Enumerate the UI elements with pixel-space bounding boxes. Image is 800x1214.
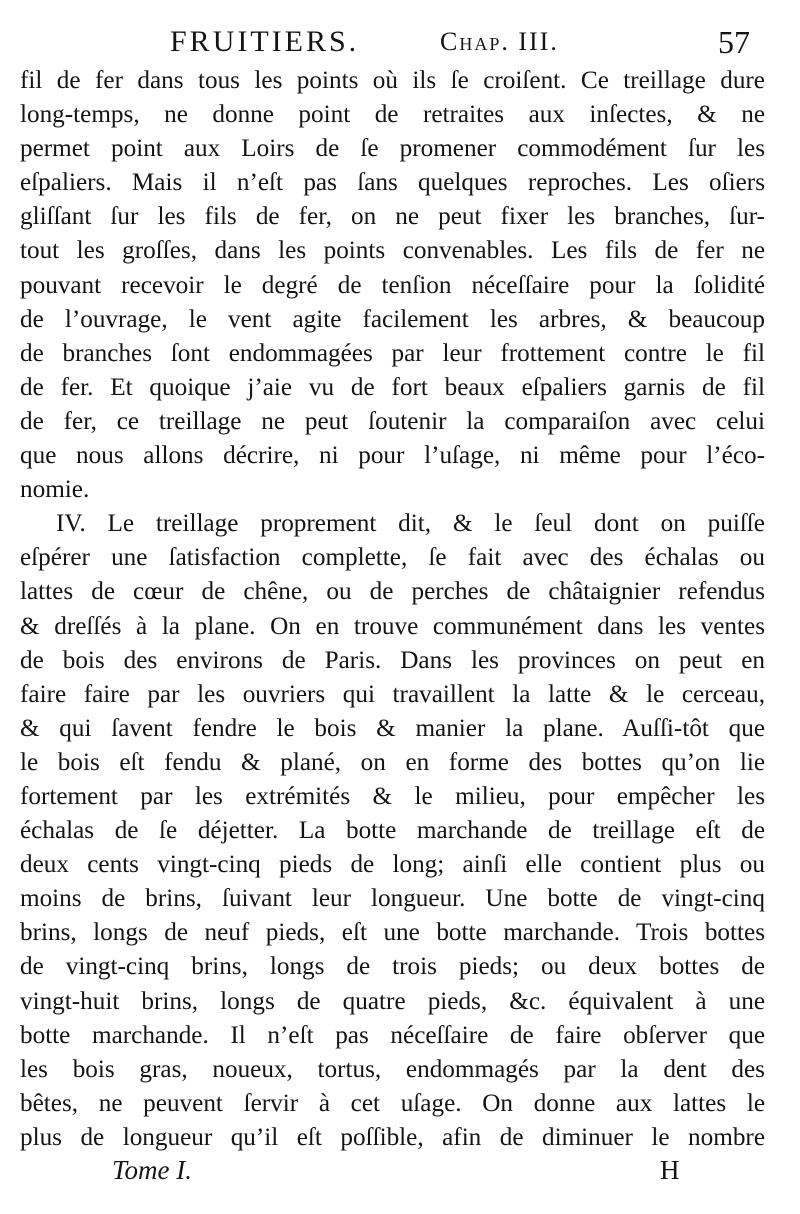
- text-line: eſpérer une ſatisfaction complette, ſe fait avec des échalas ou: [20, 544, 765, 572]
- text-line: de vingt-cinq brins, longs de trois pieds; ou deux bottes de: [20, 953, 765, 981]
- text-line: pouvant recevoir le degré de tenſion néceſſaire pour la ſolidité: [20, 271, 765, 299]
- page-number: 57: [718, 24, 750, 60]
- text-line: fortement par les extrémités & le milieu, pour empêcher les: [20, 782, 765, 810]
- text-line: & dreſſés à la plane. On en trouve communément dans les ventes: [20, 612, 765, 640]
- paragraph-end-line: nomie.: [20, 476, 90, 504]
- text-line: gliſſant ſur les fils de fer, on ne peut fixer les branches, ſur-: [20, 203, 765, 231]
- text-line: que nous allons décrire, ni pour l’uſage, ni même pour l’éco-: [20, 442, 765, 470]
- text-line: bêtes, ne peuvent ſervir à cet uſage. On donne aux lattes le: [20, 1089, 765, 1117]
- text-line: fil de fer dans tous les points où ils ſe croiſent. Ce treillage dure: [20, 67, 765, 94]
- text-line: lattes de cœur de chêne, ou de perches de châtaignier refendus: [20, 578, 765, 606]
- text-line: échalas de ſe déjetter. La botte marchande de treillage eſt de: [20, 817, 765, 845]
- text-line: long-temps, ne donne point de retraites aux inſectes, & ne: [20, 101, 765, 129]
- text-line: tout les groſſes, dans les points convenables. Les fils de fer ne: [20, 237, 765, 265]
- text-line: permet point aux Loirs de ſe promener commodément ſur les: [20, 135, 765, 163]
- text-line: de fer. Et quoique j’aie vu de fort beaux eſpaliers garnis de fil: [20, 373, 765, 401]
- text-line: brins, longs de neuf pieds, eſt une botte marchande. Trois bottes: [20, 919, 765, 947]
- text-line: de l’ouvrage, le vent agite facilement les arbres, & beaucoup: [20, 305, 765, 333]
- text-line: de fer, ce treillage ne peut ſoutenir la comparaiſon avec celui: [20, 407, 765, 435]
- text-line: de branches ſont endommagées par leur frottement contre le fil: [20, 339, 765, 367]
- body-text: [20, 64, 765, 1155]
- text-line: le bois eſt fendu & plané, on en forme des bottes qu’on lie: [20, 748, 765, 776]
- volume-label: Tome I.: [112, 1155, 193, 1185]
- signature-mark: H: [660, 1155, 680, 1185]
- running-title: FRUITIERS.: [170, 25, 360, 58]
- text-line: moins de brins, ſuivant leur longueur. Une botte de vingt-cinq: [20, 885, 765, 913]
- page-footer: [0, 1150, 800, 1190]
- running-head: [170, 22, 750, 62]
- text-line: deux cents vingt-cinq pieds de long; ainſi elle contient plus ou: [20, 851, 765, 879]
- text-line: eſpaliers. Mais il n’eſt pas ſans quelques reproches. Les oſiers: [20, 169, 765, 197]
- text-line: botte marchande. Il n’eſt pas néceſſaire de faire obſerver que: [20, 1021, 765, 1049]
- text-line: de bois des environs de Paris. Dans les provinces on peut en: [20, 646, 765, 674]
- chapter-label: Chap. III.: [440, 27, 559, 56]
- text-line: & qui ſavent fendre le bois & manier la plane. Auſſi-tôt que: [20, 714, 765, 742]
- text-line: plus de longueur qu’il eſt poſſible, afin de diminuer le nombre: [20, 1123, 765, 1151]
- text-line: vingt-huit brins, longs de quatre pieds, &c. équivalent à une: [20, 987, 765, 1015]
- text-line: les bois gras, noueux, tortus, endommagés par la dent des: [20, 1055, 765, 1083]
- text-line: faire faire par les ouvriers qui travaillent la latte & le cerceau,: [20, 680, 765, 708]
- paragraph-start-line: IV. Le treillage proprement dit, & le ſeul dont on puiſſe: [56, 510, 765, 538]
